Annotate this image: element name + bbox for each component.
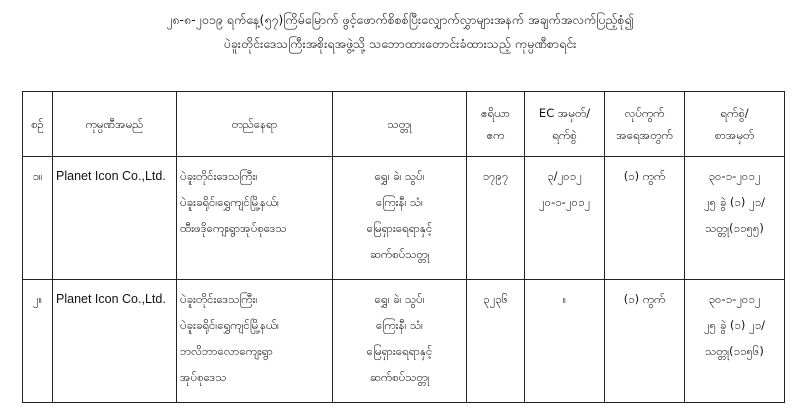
cell-text: ပဲခူးတိုင်းဒေသကြီး၊ [180,169,258,183]
header-text: စဉ် [31,117,44,131]
cell-text: ၁။ [32,169,43,183]
heading-line-1: ၂၈-၈-၂၀၁၉ ရက်နေ့(၅၇)ကြိမ်မြောက် ဖွင့်ဖောက်စိစစ်ပြီးလျှောက်လွှာများအနက် အချက်အလက်ပြည့်စုံ၍ [166,12,634,27]
header-text: ရက်စွဲ/ [720,106,749,120]
cell-text: မြေရှားရေရာနှင့် [366,221,433,235]
cell-mineral [333,157,467,280]
cell-company [53,157,177,280]
col-header-ec [525,92,605,157]
cell-text: ရွှေ၊ ခဲ၊ သွပ်၊ [374,292,425,306]
cell-text: Planet Icon Co.,Ltd. [56,292,166,306]
col-header-location [177,92,333,157]
cell-text: ဘလိဘာလောကျေးရွာ [180,344,273,358]
cell-text: ၃၀-၁-၂၀၁၂ [708,169,761,183]
cell-mineral [333,280,467,403]
cell-text: ပဲခူးခရိုင်၊ရွှေကျင်မြို့နယ်၊ [180,195,279,209]
cell-text: ပဲခူးတိုင်းဒေသကြီး၊ [180,292,258,306]
header-text: ရက်စွဲ [552,128,577,142]
cell-text: ၃၀-၁-၂၀၁၂ [708,292,761,306]
cell-area [467,157,525,280]
header-text: ကုမ္ပဏီအမည် [85,117,144,131]
header-text: ဧက [486,128,505,142]
header-text: ဧရိယာ [481,106,510,120]
cell-no [23,157,53,280]
cell-text: ဆက်စပ်သတ္တု [369,247,430,261]
cell-text: Planet Icon Co.,Ltd. [56,169,166,183]
cell-text: ရွှေ၊ ခဲ၊ သွပ်၊ [374,169,425,183]
table-row [23,157,785,280]
cell-text: ။ [562,292,567,306]
cell-text: ၃/၂၀၁၂ [547,169,582,183]
header-text: စာအမှတ် [714,128,755,142]
header-text: EC အမှတ်/ [538,106,591,120]
cell-text: ၁၇၉၇ [482,169,509,183]
cell-text: သတ္တု(၁၁၅၆) [705,344,764,358]
header-text: သတ္တု [387,117,412,131]
col-header-area [467,92,525,157]
cell-location [177,280,333,403]
company-list-table [22,91,785,403]
col-header-mineral [333,92,467,157]
cell-ref [685,280,785,403]
table-body [23,157,785,403]
table-row [23,280,785,403]
header-text: အရေအတွက် [616,128,673,142]
cell-text: ၂၅ ခွဲ (၁) ၂၁/ [704,318,765,332]
table-header-row [23,92,785,157]
cell-text: ပဲခူးခရိုင်၊ရွှေကျင်မြို့နယ်၊ [180,318,279,332]
col-header-no [23,92,53,157]
col-header-ref [685,92,785,157]
cell-text: (၁) ကွက် [623,169,666,183]
cell-text: (၁) ကွက် [623,292,666,306]
col-header-company [53,92,177,157]
cell-text: ထီးဖဒိုကျေးရွာအုပ်စုဒေသ [180,221,287,235]
header-text: တည်နေရာ [231,117,278,131]
heading-line-2: ပဲခူးတိုင်းဒေသကြီးအစိုးရအဖွဲ့သို့ သဘောထားတောင်းခံထားသည့် ကုမ္ပဏီစာရင်း [223,36,577,51]
header-text: လုပ်ကွက် [624,106,665,120]
cell-text: ၂၅ ခွဲ (၁) ၂၁/ [704,195,765,209]
cell-text: ကြေးနီ၊ သံ၊ [376,318,423,332]
cell-ec [525,280,605,403]
cell-text: ဆက်စပ်သတ္တု [369,370,430,384]
cell-blocks [605,280,685,403]
cell-no [23,280,53,403]
cell-text: ၂၀-၁-၂၀၁၂ [538,195,591,209]
col-header-blocks [605,92,685,157]
cell-area [467,280,525,403]
cell-text: ၂။ [32,292,43,306]
cell-location [177,157,333,280]
cell-company [53,280,177,403]
cell-text: မြေရှားရေရာနှင့် [366,344,433,358]
cell-text: အုပ်စုဒေသ [180,370,227,384]
document-heading [0,0,800,56]
cell-text: သတ္တု(၁၁၅၅) [705,221,764,235]
cell-ec [525,157,605,280]
cell-blocks [605,157,685,280]
cell-text: ကြေးနီ၊ သံ၊ [376,195,423,209]
cell-text: ၃၂၃၆ [482,292,509,306]
cell-ref [685,157,785,280]
